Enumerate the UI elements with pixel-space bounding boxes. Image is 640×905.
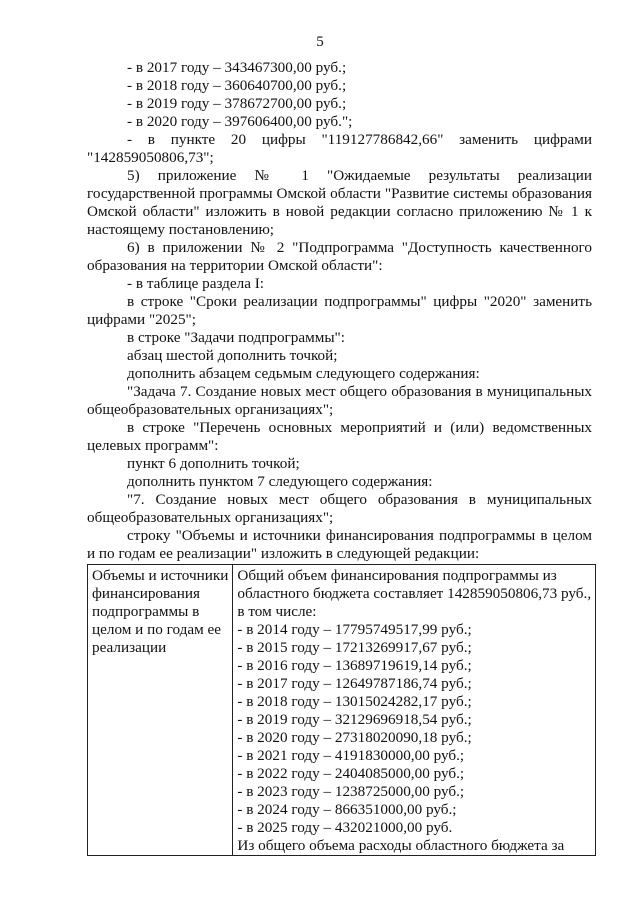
- table-label-line: Объемы и источники: [92, 567, 229, 584]
- text-line: дополнить абзацем седьмым следующего содержания:: [127, 365, 480, 382]
- text-line: "142859050806,73";: [87, 149, 214, 166]
- text-line: 6) в приложении № 2 "Подпрограмма "Доступность качественного: [127, 239, 592, 256]
- text-line: дополнить пунктом 7 следующего содержания:: [127, 473, 433, 490]
- table-value-line: - в 2017 году – 12649787186,74 руб.;: [237, 675, 472, 692]
- table-value-line: - в 2025 году – 432021000,00 руб.: [237, 819, 453, 836]
- text-line: "7. Создание новых мест общего образования в муниципальных: [127, 491, 592, 508]
- table-label-line: реализации: [92, 639, 167, 656]
- text-line: строку "Объемы и источники финансирования подпрограммы в целом: [127, 527, 592, 544]
- financing-table: [87, 564, 596, 856]
- table-value-line: Общий объем финансирования подпрограммы из: [237, 567, 557, 584]
- table-value-line: - в 2014 году – 17795749517,99 руб.;: [237, 621, 472, 638]
- table-value-cell: [233, 565, 596, 856]
- table-value-line: - в 2023 году – 1238725000,00 руб.;: [237, 783, 465, 800]
- text-line: пункт 6 дополнить точкой;: [127, 455, 300, 472]
- text-line: образования на территории Омской области":: [87, 257, 383, 274]
- text-line: - в пункте 20 цифры "119127786842,66" заменить цифрами: [127, 131, 592, 148]
- table-label-cell: [88, 565, 233, 856]
- text-line: абзац шестой дополнить точкой;: [127, 347, 338, 364]
- text-line: 5) приложение № 1 "Ожидаемые результаты реализации: [127, 167, 592, 184]
- text-line: - в 2018 году – 360640700,00 руб.;: [127, 77, 347, 94]
- table-value-line: - в 2022 году – 2404085000,00 руб.;: [237, 765, 465, 782]
- table-row: [88, 565, 596, 856]
- text-line: в строке "Перечень основных мероприятий и (или) ведомственных: [127, 419, 592, 436]
- text-line: в строке "Задачи подпрограммы":: [127, 329, 345, 346]
- table-value-line: - в 2021 году – 4191830000,00 руб.;: [237, 747, 465, 764]
- text-line: общеобразовательных организациях";: [87, 509, 334, 526]
- table-label-line: подпрограммы в: [92, 603, 200, 620]
- table-value-line: областного бюджета составляет 142859050806,73 руб.,: [237, 585, 592, 602]
- table-label-line: целом и по годам ее: [92, 621, 221, 638]
- text-line: государственной программы Омской области "Развитие системы образования: [87, 185, 592, 202]
- table-value-line: - в 2018 году – 13015024282,17 руб.;: [237, 693, 472, 710]
- text-line: цифрами "2025";: [87, 311, 196, 328]
- table-value-line: в том числе:: [237, 603, 317, 620]
- text-line: целевых программ":: [87, 437, 219, 454]
- text-line: общеобразовательных организациях";: [87, 401, 334, 418]
- table-value-line: - в 2015 году – 17213269917,67 руб.;: [237, 639, 472, 656]
- text-line: в строке "Сроки реализации подпрограммы" цифры "2020" заменить: [127, 293, 592, 310]
- text-line: "Задача 7. Создание новых мест общего образования в муниципальных: [127, 383, 592, 400]
- table-label-line: финансирования: [92, 585, 200, 602]
- table-value-line: - в 2016 году – 13689719619,14 руб.;: [237, 657, 472, 674]
- page-number: 5: [316, 34, 324, 50]
- table-value-line: - в 2020 году – 27318020090,18 руб.;: [237, 729, 472, 746]
- table-value-line: - в 2019 году – 32129696918,54 руб.;: [237, 711, 472, 728]
- text-line: и по годам ее реализации" изложить в следующей редакции:: [87, 545, 480, 562]
- text-line: - в таблице раздела I:: [127, 275, 265, 292]
- text-line: Омской области" изложить в новой редакции согласно приложению № 1 к: [87, 203, 592, 220]
- text-line: - в 2020 году – 397606400,00 руб.";: [127, 113, 353, 130]
- table-value-line: - в 2024 году – 866351000,00 руб.;: [237, 801, 457, 818]
- text-line: настоящему постановлению;: [87, 221, 275, 238]
- table-value-line: Из общего объема расходы областного бюджета за: [237, 837, 565, 854]
- text-line: - в 2017 году – 343467300,00 руб.;: [127, 59, 347, 76]
- text-line: - в 2019 году – 378672700,00 руб.;: [127, 95, 347, 112]
